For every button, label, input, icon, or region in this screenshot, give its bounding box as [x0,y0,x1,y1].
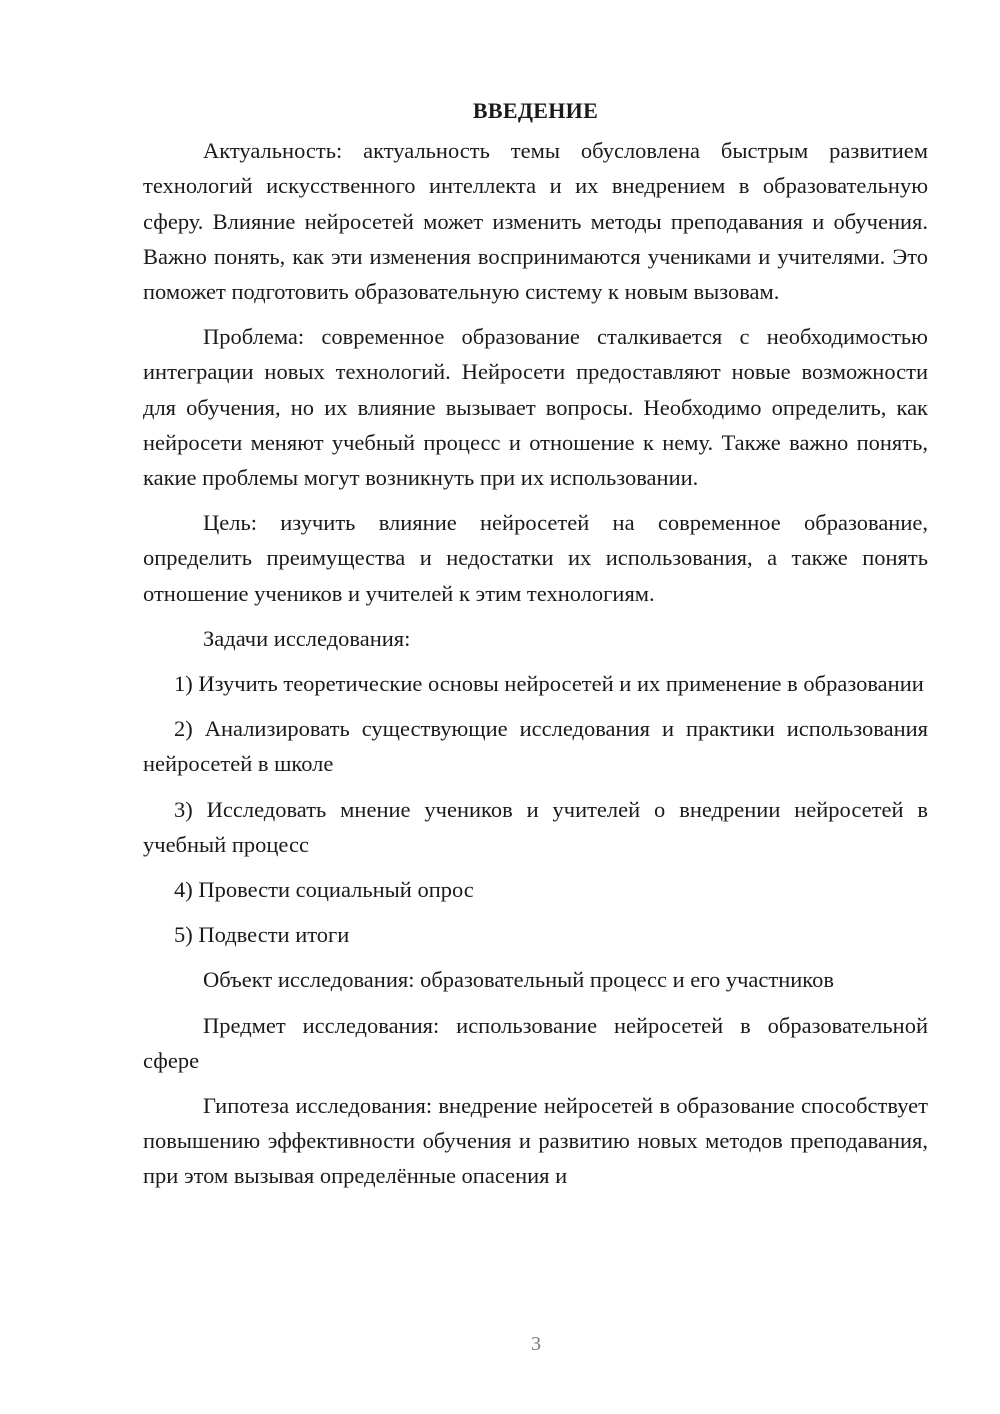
list-item: 5) Подвести итоги [174,922,350,948]
list-item: 1) Изучить теоретические основы нейросетей и их применение в образовании [174,671,924,697]
tasks-list [143,666,928,952]
list-item: 4) Провести социальный опрос [174,877,474,903]
object-paragraph: Объект исследования: образовательный процесс и его участников [203,967,834,993]
list-item: 2) Анализировать существующие исследования и практики использования нейросетей в школе [143,716,928,777]
subject-paragraph: Предмет исследования: использование нейросетей в образовательной сфере [143,1012,928,1073]
goal-paragraph: Цель: изучить влияние нейросетей на современное образование, определить преимущества и недостатки их использования, а также понять отношение учеников и учителей к этим технологиям. [143,510,928,606]
page-title: ВВЕДЕНИЕ [472,98,599,123]
list-item: 3) Исследовать мнение учеников и учителей о внедрении нейросетей в учебный процесс [143,796,928,857]
relevance-paragraph: Актуальность: актуальность темы обусловлена быстрым развитием технологий искусственного интеллекта и их внедрением в образовательную сферу. Влияние нейросетей может изменить методы преподавания и обучения. Важно понять, как эти изменения воспринимаются учениками и учителями. Это поможет подготовить образовательную систему к новым вызовам. [143,138,928,305]
problem-paragraph: Проблема: современное образование сталкивается с необходимостью интеграции новых технологий. Нейросети предоставляют новые возможности для обучения, но их влияние вызывает вопросы. Необходимо определить, как нейросети меняют учебный процесс и отношение к нему. Также важно понять, какие проблемы могут возникнуть при их использовании. [143,324,928,491]
document-body [143,93,928,1204]
page-number: 3 [531,1333,541,1355]
tasks-heading: Задачи исследования: [203,625,411,651]
hypothesis-paragraph: Гипотеза исследования: внедрение нейросетей в образование способствует повышению эффективности обучения и развитию новых методов преподавания, при этом вызывая определённые опасения и [143,1093,928,1189]
